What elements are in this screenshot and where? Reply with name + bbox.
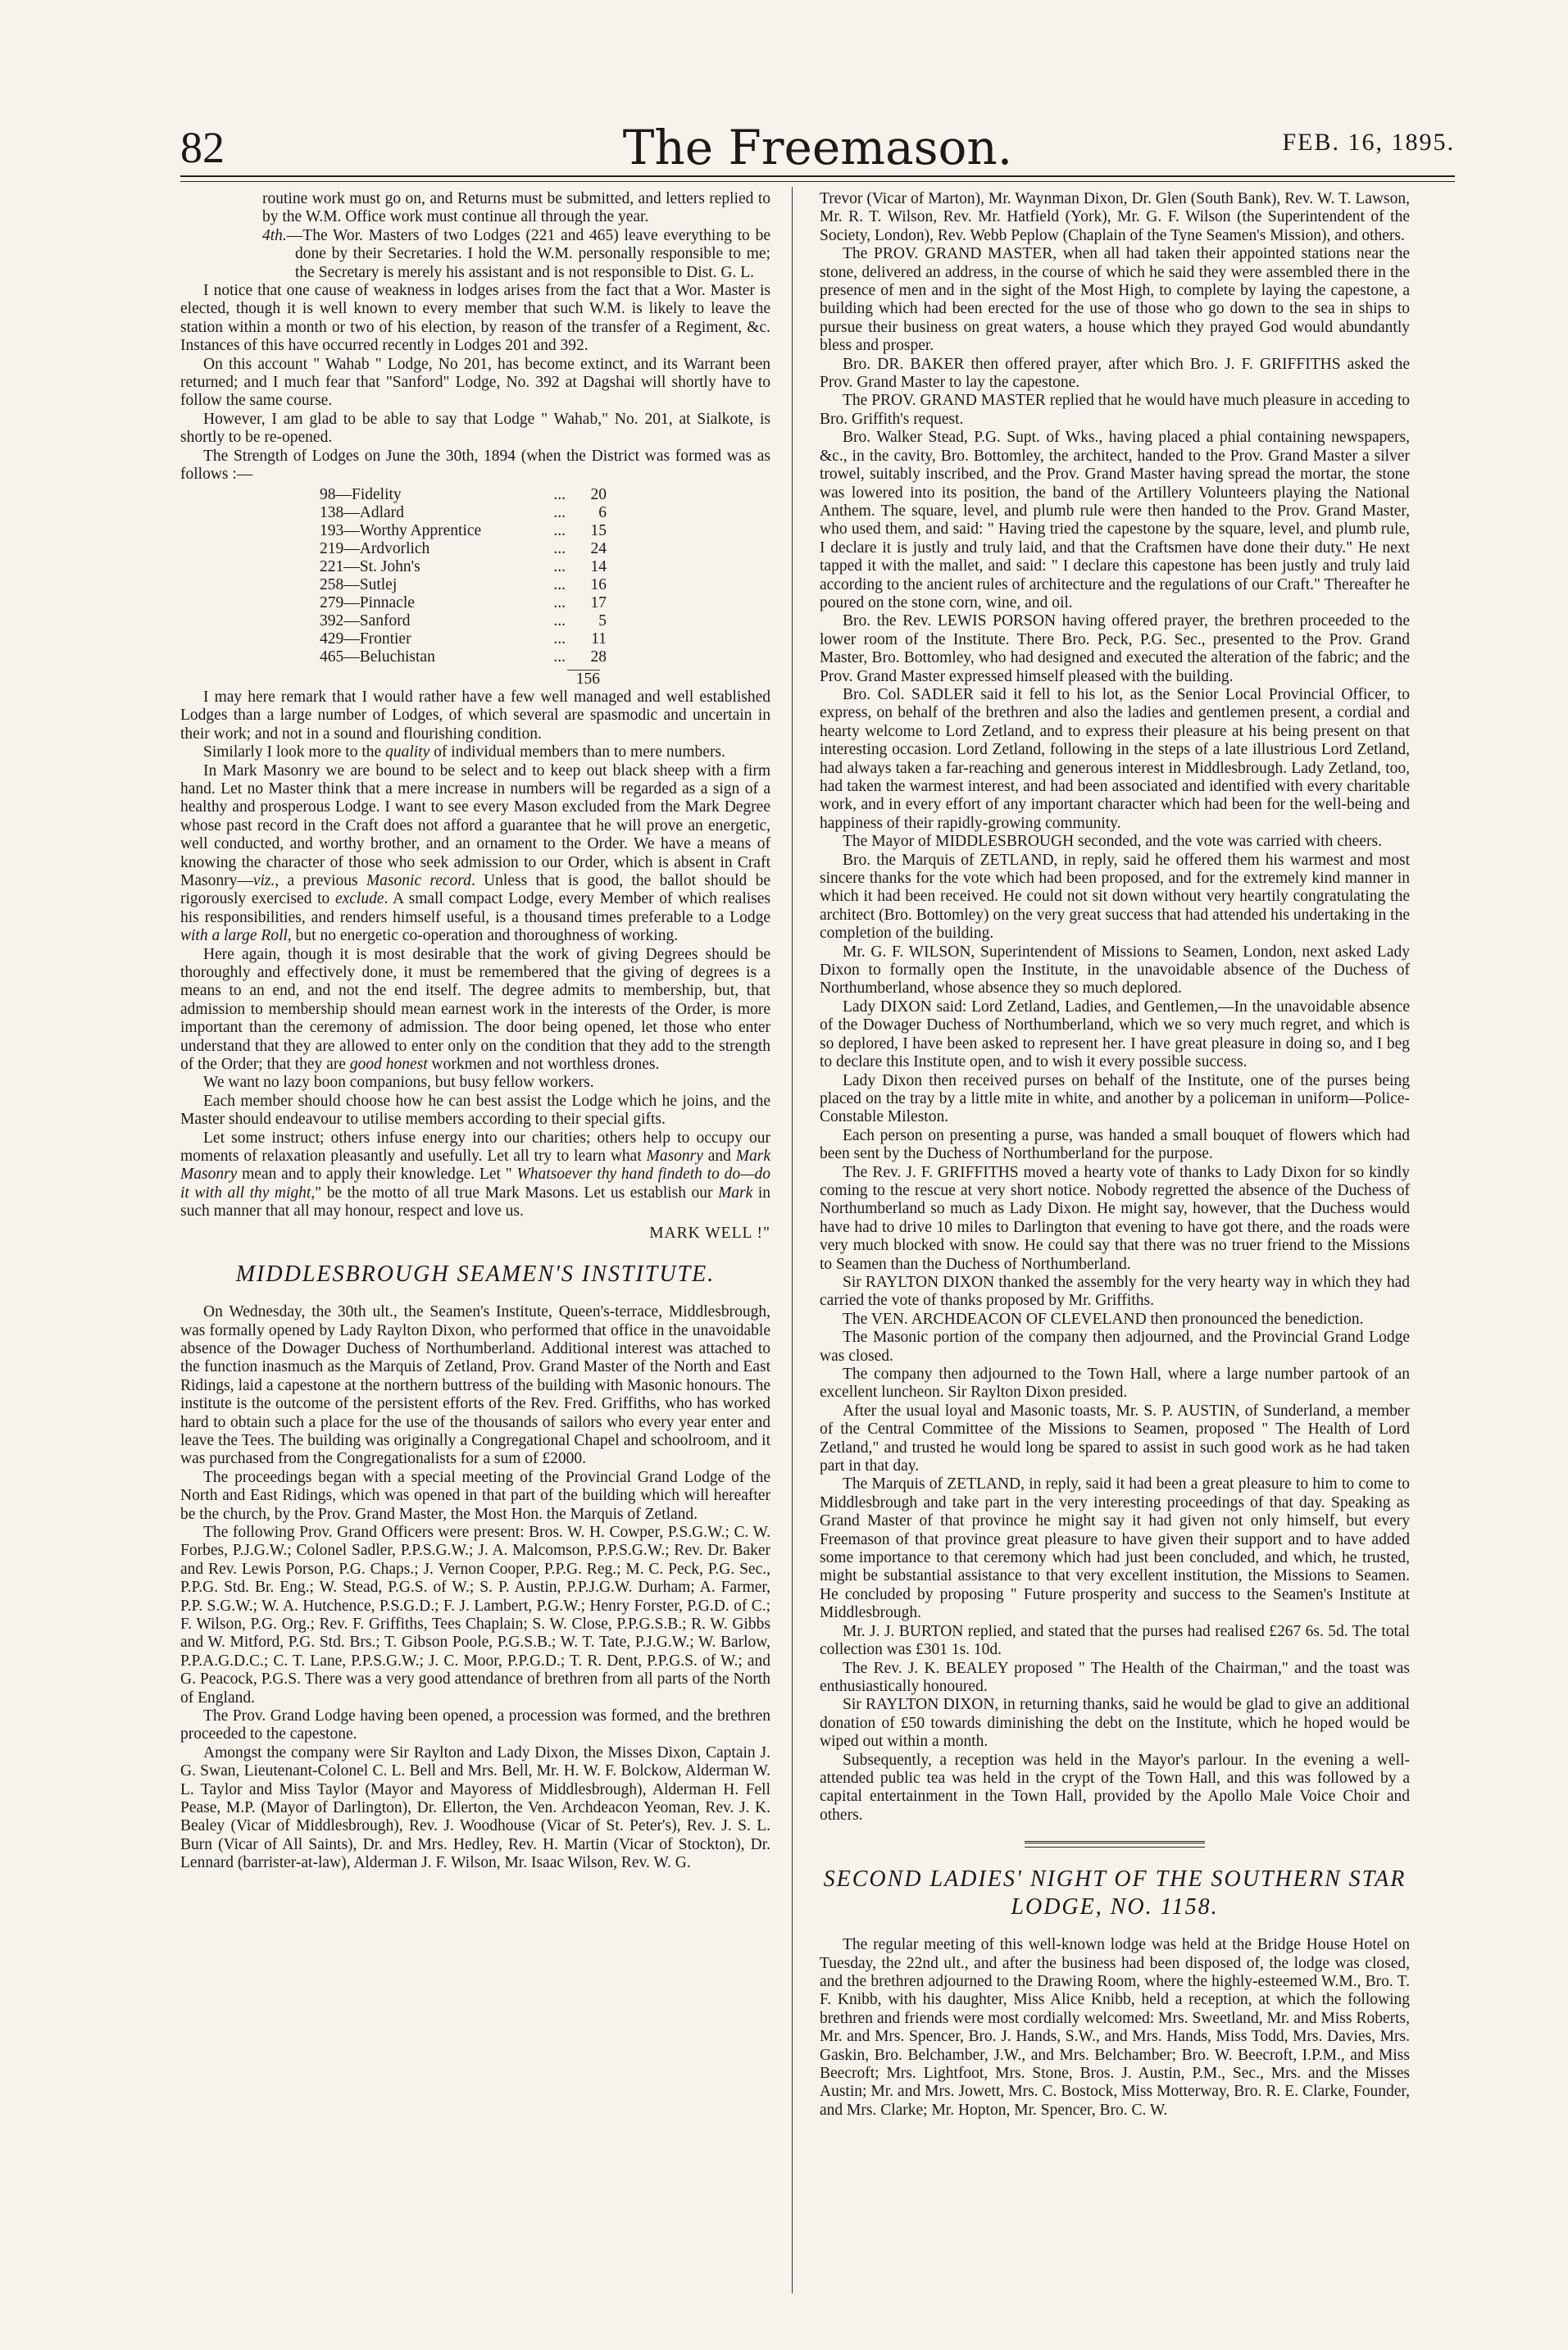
- paragraph: We want no lazy boon companions, but busy fellow workers.: [203, 1074, 594, 1092]
- paragraph: The Strength of Lodges on June the 30th, 1894 (when the District was formed was as follows :—: [180, 447, 770, 484]
- leader-dots: ...: [553, 575, 566, 593]
- lodge-count: 5: [598, 611, 607, 630]
- paragraph: Mr. G. F. WILSON, Superintendent of Missions to Seamen, London, next asked Lady Dixon to formally open the Institute, in the unavoidable absence of the Duchess of Northumberland, whose absence they so much deplored.: [820, 943, 1410, 998]
- emphasis: Mark: [718, 1184, 753, 1202]
- paragraph: [180, 762, 770, 946]
- emphasis: Masonry: [646, 1148, 703, 1166]
- text: in such manner that all may honour, respect and love us.: [180, 1184, 770, 1220]
- table-row: [320, 540, 607, 558]
- paragraph-text: —The Wor. Masters of two Lodges (221 and 465) leave everything to be done by their Secretaries. I hold the W.M. personally responsible to me; the Secretary is merely his assistant and is not responsible to Dist. G. L.: [286, 226, 770, 281]
- emphasis: with a large Roll: [180, 927, 288, 945]
- paragraph: [180, 946, 770, 1075]
- paragraph: The proceedings began with a special meeting of the Provincial Grand Lodge of the North and East Ridings, which was opened in that part of the building which will hereafter be the church, by the Prov. Grand Master, the Most Hon. the Marquis of Zetland.: [180, 1468, 770, 1523]
- table-row: [320, 576, 607, 594]
- paragraph: Bro. the Marquis of ZETLAND, in reply, said he offered them his warmest and most sincere thanks for the vote which had been proposed, and for the extremely kind manner in which it had been received. He could not sit down without very heartily congratulating the architect (Bro. Bottomley) on the very great success that had attended his undertaking in the completion of the building.: [820, 851, 1410, 943]
- article-heading: SECOND LADIES' NIGHT OF THE SOUTHERN STAR LODGE, NO. 1158.: [823, 1866, 1407, 1920]
- paragraph: routine work must go on, and Returns must be submitted, and letters replied to by the W.M. Office work must continue all through the year.: [262, 190, 770, 226]
- paragraph: Each person on presenting a purse, was handed a small bouquet of flowers which had been sent by the Duchess of Northumberland for the purpose.: [820, 1126, 1410, 1163]
- column-divider: [792, 187, 793, 2293]
- table-row: [320, 522, 607, 540]
- text: workmen and not worthless drones.: [427, 1056, 660, 1074]
- lodge-name: 219—Ardvorlich: [320, 539, 430, 557]
- text: Let some instruct; others infuse energy into our charities; others help to occupy our moments of relaxation pleasantly and usefully. Let all try to learn what: [180, 1129, 770, 1166]
- table-row: [320, 594, 607, 612]
- lodge-count: 16: [590, 575, 607, 593]
- text: and: [702, 1148, 736, 1166]
- paragraph: Amongst the company were Sir Raylton and Lady Dixon, the Misses Dixon, Captain J. G. Swan, Lieutenant-Colonel C. L. Bell and Mrs. Bell, Mr. H. W. F. Bolckow, Alderman W. L. Taylor and Miss Taylor (Mayor and Mayoress of Middlesbrough), Alderman H. Fell Pease, M.P. (Mayor of Darlington), Dr. Ellerton, the Ven. Archdeacon Yeoman, Rev. J. K. Bealey (Vicar of Middlesbrough), Rev. J. Woodhouse (Vicar of St. Peter's), Rev. J. S. L. Burn (Vicar of All Saints), Dr. and Mrs. Hedley, Rev. H. Martin (Vicar of Stockton), Dr. Lennard (barrister-at-law), Alderman J. F. Wilson, Mr. Isaac Wilson, Rev. W. G.: [180, 1743, 770, 1872]
- page-title: The Freemason.: [622, 120, 1013, 175]
- text: Similarly I look more to the: [203, 743, 386, 761]
- leader-dots: ...: [553, 485, 566, 503]
- leader-dots: ...: [553, 557, 566, 575]
- table-row: [320, 612, 607, 630]
- paragraph: The Prov. Grand Lodge having been opened, a procession was formed, and the brethren proceeded to the capestone.: [180, 1707, 770, 1743]
- page-number: 82: [180, 123, 225, 172]
- emphasis: quality: [385, 743, 430, 761]
- paragraph: The PROV. GRAND MASTER, when all had taken their appointed stations near the stone, delivered an address, in the course of which he said they were assembled there in the presence of men and in the sight of the Most High, to complete by laying the capestone, a building which had been erected for the use of those who go down to the sea in ships to pursue their business on great waters, a house which they prayed God would abundantly bless and prosper.: [820, 245, 1410, 355]
- lodge-name: 465—Beluchistan: [320, 648, 435, 666]
- lodge-name: 429—Frontier: [320, 630, 411, 648]
- paragraph: Sir RAYLTON DIXON thanked the assembly for the very hearty way in which they had carried the vote of thanks proposed by Mr. Griffiths.: [820, 1273, 1410, 1310]
- text: In Mark Masonry we are bound to be select and to keep out black sheep with a firm hand. Let no Master think that a mere increase in numbers will be regarded as a sign of a healthy and prosperous Lodge. I want to see every Mason excluded from the Mark Degree whose past record in the Craft does not afford a guarantee that he will prove an energetic, well conducted, and worthy brother, and an ornament to the Order. We have a means of knowing the character of those who seek admission to our Order, which is absent in Craft Masonry—: [180, 761, 770, 889]
- paragraph: On Wednesday, the 30th ult., the Seamen's Institute, Queen's-terrace, Middlesbrough, was formally opened by Lady Raylton Dixon, who performed that office in the unavoidable absence of the Dowager Duchess of Northumberland. Additional interest was attached to the function inasmuch as the Marquis of Zetland, Prov. Grand Master of the North and East Ridings, laid a capestone at the northern buttress of the building with Masonic honours. The institute is the outcome of the persistent efforts of the Rev. Fred. Griffiths, who has worked hard to obtain such a place for the use of the thousands of sailors who every year enter and leave the Tees. The building was originally a Congregational Chapel and schoolroom, and it was purchased from the Congregationalists for a sum of £2000.: [180, 1303, 770, 1468]
- leader-dots: ...: [553, 630, 566, 648]
- paragraph: The company then adjourned to the Town Hall, where a large number partook of an excellent luncheon. Sir Raylton Dixon presided.: [820, 1366, 1410, 1402]
- lodge-name: 392—Sanford: [320, 611, 411, 630]
- table-row: [320, 558, 607, 576]
- paragraph: Mr. J. J. BURTON replied, and stated that the purses had realised £267 6s. 5d. The total collection was £301 1s. 10d.: [820, 1622, 1410, 1659]
- paragraph: Sir RAYLTON DIXON, in returning thanks, said he would be glad to give an additional donation of £50 towards diminishing the debt on the Institute, which he hoped would be wiped out within a month.: [820, 1696, 1410, 1751]
- lodge-name: 258—Sutlej: [320, 575, 398, 593]
- paragraph: Bro. DR. BAKER then offered prayer, after which Bro. J. F. GRIFFITHS asked the Prov. Grand Master to lay the capestone.: [820, 355, 1410, 392]
- text: mean and to apply their knowledge. Let ": [237, 1166, 517, 1184]
- text: , a previous: [275, 871, 366, 889]
- signature: MARK WELL !": [649, 1224, 770, 1242]
- paragraph: However, I am glad to be able to say that Lodge " Wahab," No. 201, at Sialkote, is shortly to be re-opened.: [180, 410, 770, 447]
- paragraph: Lady DIXON said: Lord Zetland, Ladies, and Gentlemen,—In the unavoidable absence of the Dowager Duchess of Northumberland, which we so very much regret, and which is so deplored, I have been asked to represent her. I have great pleasure in doing so, and I beg to declare this Institute open, and to wish it every possible success.: [820, 998, 1410, 1071]
- lodge-count: 14: [590, 557, 607, 575]
- paragraph: Subsequently, a reception was held in the Mayor's parlour. In the evening a well-attended public tea was held in the crypt of the Town Hall, and this was followed by a capital entertainment in the Town Hall, provided by the Apollo Male Voice Choir and others.: [820, 1751, 1410, 1824]
- lodge-count: 28: [590, 648, 607, 666]
- paragraph: The Masonic portion of the company then adjourned, and the Provincial Grand Lodge was closed.: [820, 1329, 1410, 1365]
- masthead-rule-thin: [180, 181, 1455, 182]
- paragraph: The regular meeting of this well-known lodge was held at the Bridge House Hotel on Tuesday, the 22nd ult., and after the business had been disposed of, the lodge was closed, and the brethren adjourned to the Drawing Room, where the highly-esteemed W.M., Bro. T. F. Knibb, with his daughter, Miss Alice Knibb, held a reception, at which the following brethren and friends were most cordially welcomed: Mrs. Sweetland, Mr. and Miss Roberts, Mr. and Mrs. Spencer, Bro. J. Hands, S.W., and Mrs. Hands, Miss Todd, Mrs. Davies, Mrs. Gaskin, Bro. Belchamber, J.W., and Mrs. Belchamber; Bro. W. Beecroft, I.P.M., and Miss Beecroft; Mrs. Lightfoot, Mrs. Stone, Bros. J. Austin, P.M., Sec., Mrs. and the Misses Austin; Mr. and Mrs. Jowett, Mrs. C. Bostock, Miss Motterway, Bro. R. E. Clarke, Founder, and Mrs. Clarke; Mr. Hopton, Mr. Spencer, Bro. C. W.: [820, 1936, 1410, 2119]
- text: Here again, though it is most desirable that the work of giving Degrees should be thoroughly and effectively done, it must be remembered that the giving of degrees is a means to an end, and not the end itself. The degree admits to membership, but, that admission to membership should mean earnest work in the interests of the Order, is more important than the ceremony of admission. The door being opened, let those who enter understand that they are allowed to enter only on the condition that they add to the strength of the Order; that they are: [180, 945, 770, 1074]
- paragraph: The Rev. J. F. GRIFFITHS moved a hearty vote of thanks to Lady Dixon for so kindly coming to the rescue at very short notice. Nobody regretted the absence of the Duchess of Northumberland so much as Lady Dixon. He might say, however, that the Duchess would have had to drive 10 miles to Darlington that evening to have got there, and the roads were very much blocked with snow. He could say that there was no truer friend to the Missions to Seamen than the Duchess of Northumberland.: [820, 1163, 1410, 1273]
- paragraph: Bro. Col. SADLER said it fell to his lot, as the Senior Local Provincial Officer, to express, on behalf of the brethren and also the ladies and gentlemen present, a cordial and hearty welcome to Lord Zetland, and to express their pleasure at his being present on that interesting occasion. Lord Zetland, following in the steps of a late illustrious Lord Zetland, had always taken a far-reaching and generous interest in Middlesbrough. Lady Zetland, too, had taken the warmest interest, and had been associated and identified with every charitable work, and in every effort of any important character which had been for the well-being and happiness of their rapidly-growing community.: [820, 685, 1410, 832]
- leader-dots: ...: [553, 593, 566, 611]
- paragraph: [180, 1130, 770, 1221]
- leader-dots: ...: [553, 539, 566, 557]
- text: of individual members than to mere numbers.: [429, 743, 725, 761]
- text: . Unless that is good, the ballot should be rigorously exercised to: [180, 871, 770, 908]
- emphasis: Whatsoever thy hand findeth to do—do it with all thy might,: [180, 1166, 770, 1202]
- paragraph: The Rev. J. K. BEALEY proposed " The Health of the Chairman," and the toast was enthusiastically honoured.: [820, 1659, 1410, 1695]
- table-row: [320, 504, 607, 522]
- paragraph: I notice that one cause of weakness in lodges arises from the fact that a Wor. Master is elected, though it is well known to every member that such W.M. is likely to leave the station within a month or two of his election, by reason of the transfer of a Regiment, &c. Instances of this have occurred recently in Lodges 201 and 392.: [180, 282, 770, 355]
- left-column: [180, 190, 770, 1873]
- lodge-name: 193—Worthy Apprentice: [320, 521, 482, 539]
- lodge-name: 279—Pinnacle: [320, 593, 415, 611]
- leader-dots: ...: [553, 648, 566, 666]
- paragraph: [180, 227, 770, 282]
- masthead-rule: [180, 175, 1455, 177]
- lodge-name: 138—Adlard: [320, 503, 404, 521]
- lodge-count: 24: [590, 539, 607, 557]
- paragraph: After the usual loyal and Masonic toasts, Mr. S. P. AUSTIN, of Sunderland, a member of the Central Committee of the Missions to Seamen, proposed " The Health of Lord Zetland," and trusted he would long be spared to assist in such good work as he had taken part in that day.: [820, 1402, 1410, 1475]
- paragraph: Bro. the Rev. LEWIS PORSON having offered prayer, the brethren proceeded to the lower room of the Institute. There Bro. Peck, P.G. Sec., presented to the Prov. Grand Master, Bro. Bottomley, who had designed and executed the alteration of the fabric; and the Prov. Grand Master expressed himself pleased with the building.: [820, 612, 1410, 685]
- lodge-count: 15: [590, 521, 607, 539]
- leader-dots: ...: [553, 611, 566, 630]
- paragraph: The Mayor of MIDDLESBROUGH seconded, and the vote was carried with cheers.: [843, 833, 1382, 851]
- paragraph: I may here remark that I would rather have a few well managed and well established Lodges than a large number of Lodges, of which several are spasmodic and uncertain in their work; and not in a sound and flourishing condition.: [180, 688, 770, 743]
- emphasis: Masonic record: [366, 871, 471, 889]
- lodge-count: 20: [590, 485, 607, 503]
- table-row: [320, 648, 607, 666]
- right-column: [820, 190, 1410, 2120]
- text: , but no energetic co-operation and thoroughness of working.: [287, 927, 679, 945]
- paragraph: The Marquis of ZETLAND, in reply, said it had been a great pleasure to him to come to Middlesbrough and take part in the very interesting proceedings of that day. Speaking as Grand Master of that province he might say it had given not only himself, but every Freemason of that province great pleasure to have given their support and to have added some importance to that ceremony which had just been concluded, and which, he trusted, might be substantial assistance to that very excellent institution, the Missions to Seamen. He concluded by proposing " Future prosperity and success to the Seamen's Institute at Middlesbrough.: [820, 1475, 1410, 1622]
- paragraph: Bro. Walker Stead, P.G. Supt. of Wks., having placed a phial containing newspapers, &c., in the cavity, Bro. Bottomley, the architect, handed to the Prov. Grand Master a silver trowel, suitably inscribed, and the Prov. Grand Master having spread the mortar, the stone was lowered into its position, the band of the Artillery Volunteers playing the National Anthem. The square, level, and plumb rule were then handed to the Prov. Grand Master, who used them, and said: " Having tried the capestone by the square, level, and plumb rule, I declare it is justly and truly laid, and that the Craftsmen have done their duty." He next tapped it with the mallet, and said: " I declare this capestone has been justly and truly laid according to the ancient rules of architecture and the regulations of our Craft." Thereafter he poured on the stone corn, wine, and oil.: [820, 429, 1410, 611]
- leader-dots: ...: [553, 521, 566, 539]
- emphasis: viz.: [252, 871, 275, 889]
- paragraph: The VEN. ARCHDEACON OF CLEVELAND then pronounced the benediction.: [843, 1310, 1364, 1328]
- paragraph: Each member should choose how he can best assist the Lodge which he joins, and the Master should endeavour to utilise members according to their special gifts.: [180, 1092, 770, 1129]
- masthead: [180, 119, 1455, 184]
- emphasis: good honest: [349, 1056, 428, 1074]
- lodge-count: 6: [598, 503, 607, 521]
- text: " be the motto of all true Mark Masons. Let us establish our: [315, 1184, 719, 1202]
- table-row: [320, 630, 607, 648]
- lodge-strength-table: [320, 486, 607, 666]
- table-row: [320, 486, 607, 504]
- paragraph: [180, 743, 770, 761]
- paragraph: The following Prov. Grand Officers were present: Bros. W. H. Cowper, P.S.G.W.; C. W. Forbes, P.J.G.W.; Colonel Sadler, P.P.S.G.W.; J. A. Malcomson, P.P.S.G.W.; Rev. Dr. Baker and Rev. Lewis Porson, P.G. Chaps.; J. Vernon Cooper, P.P.G. Reg.; M. C. Peck, P.G. Sec., P.P.G. Std. Br. Eng.; W. Stead, P.G.S. of W.; S. P. Austin, P.P.J.G.W. Durham; A. Farmer, P.P. S.G.W.; W. A. Hutchence, P.S.G.D.; F. J. Lambert, P.G.W.; Henry Forster, P.G.D. of C.; F. Wilson, P.G. Org.; Rev. F. Griffiths, Tees Chaplain; S. W. Close, P.P.G.S.B.; R. W. Gibbs and W. Mitford, P.G. Std. Brs.; T. Gibson Poole, P.G.S.B.; W. T. Tate, P.J.G.W.; W. Barlow, P.P.A.G.D.C.; C. T. Lane, P.P.S.G.W.; J. C. Moor, P.P.G.D.; T. R. Dent, P.P.G.S. of W.; and G. Peacock, P.G.S. There was a very good attendance of brethren from all parts of the North of England.: [180, 1523, 770, 1707]
- issue-date: FEB. 16, 1895.: [1282, 129, 1455, 156]
- leader-dots: ...: [553, 503, 566, 521]
- paragraph: Lady Dixon then received purses on behalf of the Institute, one of the purses being placed on the tray by a little mite in white, and another by a policeman in uniform—Police-Constable Mileston.: [820, 1071, 1410, 1126]
- text: . A small compact Lodge, every Member of which realises his responsibilities, and renders himself useful, is a thousand times preferable to a Lodge: [180, 890, 771, 926]
- lodge-count: 17: [590, 593, 607, 611]
- lodge-name: 98—Fidelity: [320, 485, 402, 503]
- lodge-total: 156: [567, 670, 600, 689]
- emphasis: Mark Masonry: [180, 1148, 771, 1184]
- item-label: 4th.: [262, 226, 287, 244]
- lodge-count: 11: [591, 630, 607, 648]
- paragraph: The PROV. GRAND MASTER replied that he would have much pleasure in acceding to Bro. Griffith's request.: [820, 392, 1410, 428]
- paragraph: Trevor (Vicar of Marton), Mr. Waynman Dixon, Dr. Glen (South Bank), Rev. W. T. Lawson, Mr. R. T. Wilson, Rev. Mr. Hatfield (York), Mr. G. F. Wilson (the Superintendent of the Society, London), Rev. Webb Peplow (Chaplain of the Tyne Seamen's Mission), and others.: [820, 190, 1410, 244]
- lodge-name: 221—St. John's: [320, 557, 420, 575]
- emphasis: exclude: [334, 890, 384, 908]
- section-rule: [1025, 1841, 1205, 1848]
- paragraph: On this account " Wahab " Lodge, No 201, has become extinct, and its Warrant been returned; and I much fear that "Sanford" Lodge, No. 392 at Dagshai will shortly have to follow the same course.: [180, 355, 770, 410]
- article-heading: MIDDLESBROUGH SEAMEN'S INSTITUTE.: [235, 1261, 716, 1288]
